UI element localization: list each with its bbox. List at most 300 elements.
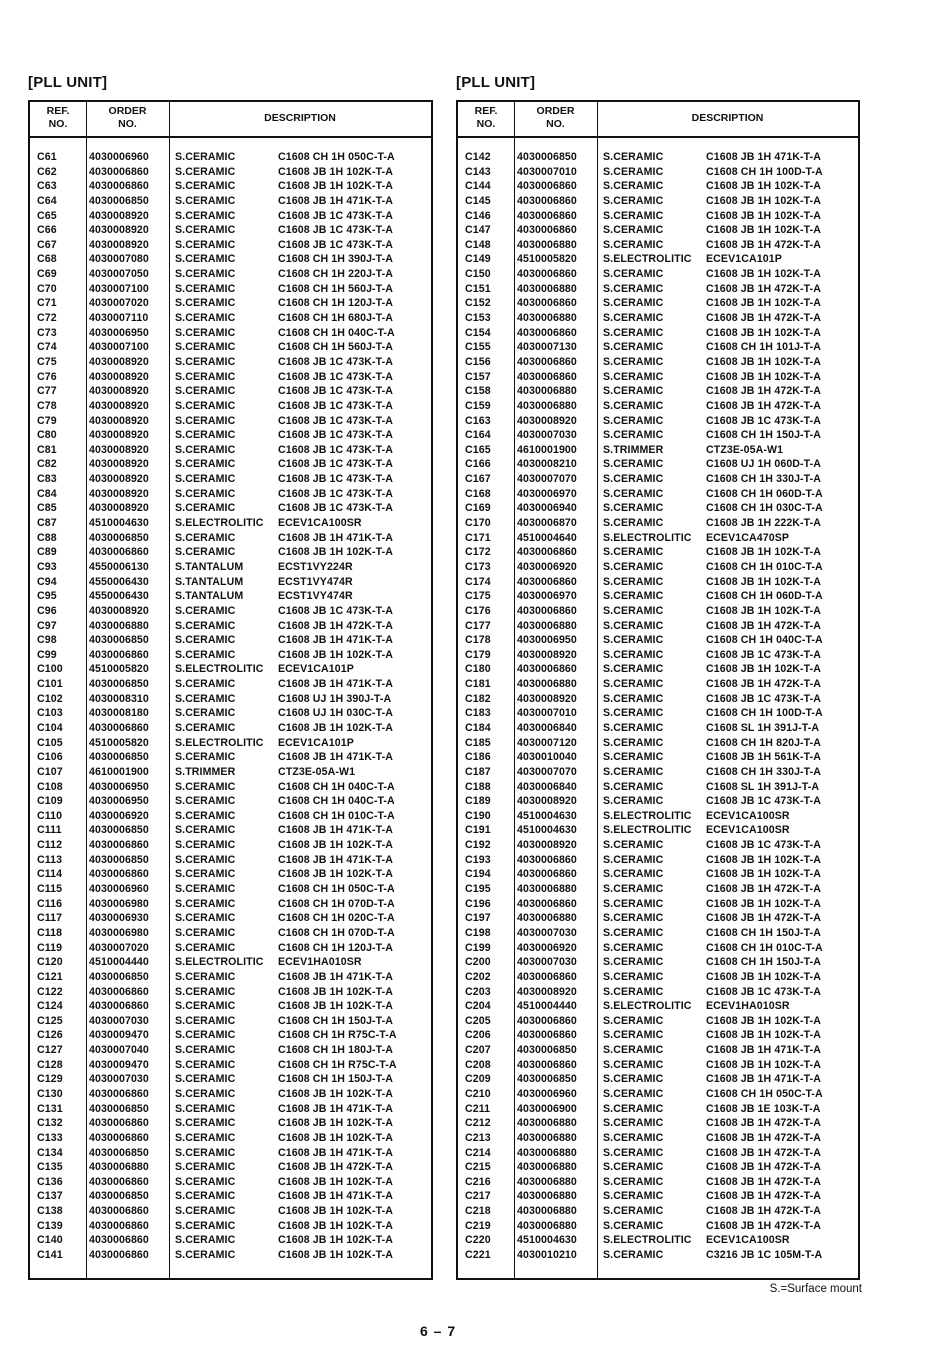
- order-no-cell: 4030006880: [517, 1190, 577, 1203]
- header-description: DESCRIPTION: [691, 112, 764, 124]
- rows-left: [30, 150, 431, 1263]
- order-no-cell: 4030006950: [517, 634, 577, 647]
- part-type-cell: S.ELECTROLITIC: [603, 253, 692, 266]
- order-no-cell: 4030006860: [517, 1058, 577, 1071]
- part-number-cell: C1608 SL 1H 391J-T-A: [706, 721, 820, 734]
- header-order-line1: ORDER: [536, 105, 575, 117]
- part-type-cell: S.CERAMIC: [603, 590, 664, 603]
- ref-no-cell: C170: [465, 517, 491, 530]
- table-row: [30, 1028, 431, 1043]
- table-row: [30, 575, 431, 590]
- section-title-left: [PLL UNIT]: [28, 74, 108, 91]
- ref-no-cell: C219: [465, 1219, 491, 1232]
- part-number-cell: C1608 JB 1H 102K-T-A: [278, 1131, 394, 1144]
- part-type-cell: S.CERAMIC: [603, 385, 664, 398]
- ref-no-cell: C156: [465, 355, 491, 368]
- order-no-cell: 4030006970: [517, 590, 577, 603]
- table-row: [458, 633, 858, 648]
- ref-no-cell: C83: [37, 473, 57, 486]
- table-row: [458, 867, 858, 882]
- table-row: [458, 399, 858, 414]
- table-row: [458, 150, 858, 165]
- part-type-cell: S.CERAMIC: [175, 912, 236, 925]
- part-type-cell: S.CERAMIC: [603, 926, 664, 939]
- ref-no-cell: C171: [465, 531, 491, 544]
- part-number-cell: ECEV1CA101P: [278, 663, 354, 676]
- order-no-cell: 4030006860: [89, 1219, 149, 1232]
- part-number-cell: C1608 CH 1H 040C-T-A: [278, 780, 395, 793]
- ref-no-cell: C187: [465, 765, 491, 778]
- part-type-cell: S.CERAMIC: [603, 692, 664, 705]
- part-type-cell: S.CERAMIC: [603, 751, 664, 764]
- table-row: [458, 941, 858, 956]
- part-type-cell: S.CERAMIC: [603, 956, 664, 969]
- order-no-cell: 4030006880: [517, 678, 577, 691]
- order-no-cell: 4030008920: [517, 692, 577, 705]
- part-number-cell: C1608 JB 1H 472K-T-A: [706, 312, 822, 325]
- ref-no-cell: C82: [37, 458, 57, 471]
- part-type-cell: S.TANTALUM: [175, 575, 244, 588]
- table-row: [458, 1233, 858, 1248]
- part-number-cell: C1608 JB 1H 471K-T-A: [706, 1073, 822, 1086]
- order-no-cell: 4510004440: [89, 956, 149, 969]
- table-row: [458, 1116, 858, 1131]
- part-type-cell: S.ELECTROLITIC: [175, 956, 264, 969]
- ref-no-cell: C102: [37, 692, 63, 705]
- ref-no-cell: C98: [37, 634, 57, 647]
- ref-no-cell: C130: [37, 1088, 63, 1100]
- part-type-cell: S.CERAMIC: [175, 194, 236, 207]
- table-row: [458, 780, 858, 795]
- part-type-cell: S.CERAMIC: [603, 517, 664, 530]
- table-row: [458, 1219, 858, 1234]
- ref-no-cell: C159: [465, 399, 491, 412]
- part-type-cell: S.CERAMIC: [175, 473, 236, 486]
- part-number-cell: C1608 JB 1H 102K-T-A: [278, 1175, 394, 1188]
- part-number-cell: C1608 JB 1H 102K-T-A: [278, 1249, 394, 1262]
- part-type-cell: S.CERAMIC: [603, 268, 664, 281]
- table-row: [458, 1028, 858, 1043]
- part-type-cell: S.CERAMIC: [603, 1219, 664, 1232]
- ref-no-cell: C97: [37, 619, 57, 632]
- order-no-cell: 4030007020: [89, 297, 149, 310]
- table-row: [30, 955, 431, 970]
- order-no-cell: 4030006860: [517, 546, 577, 559]
- order-no-cell: 4030006970: [517, 487, 577, 500]
- ref-no-cell: C221: [465, 1249, 491, 1262]
- order-no-cell: 4030006880: [517, 1161, 577, 1174]
- part-type-cell: S.CERAMIC: [603, 795, 664, 808]
- part-number-cell: C1608 JB 1H 102K-T-A: [706, 268, 822, 281]
- order-no-cell: 4030006860: [89, 1131, 149, 1144]
- order-no-cell: 4030006850: [89, 1190, 149, 1203]
- order-no-cell: 4030006860: [517, 209, 577, 222]
- table-header: [30, 102, 431, 138]
- order-no-cell: 4030006850: [517, 1044, 577, 1057]
- ref-no-cell: C117: [37, 912, 63, 925]
- order-no-cell: 4510005820: [89, 736, 149, 749]
- order-no-cell: 4030006920: [517, 560, 577, 573]
- part-number-cell: C1608 JB 1H 472K-T-A: [706, 399, 822, 412]
- order-no-cell: 4030007030: [89, 1014, 149, 1027]
- table-row: [30, 1204, 431, 1219]
- header-ref-line1: REF.: [46, 105, 70, 117]
- table-row: [458, 443, 858, 458]
- order-no-cell: 4030006880: [89, 619, 149, 632]
- part-number-cell: ECST1VY474R: [278, 575, 353, 588]
- page-number: 6 – 7: [420, 1323, 457, 1339]
- ref-no-cell: C142: [465, 151, 491, 163]
- table-row: [458, 970, 858, 985]
- table-row: [30, 970, 431, 985]
- table-row: [458, 1160, 858, 1175]
- part-type-cell: S.CERAMIC: [175, 868, 236, 881]
- ref-no-cell: C173: [465, 560, 491, 573]
- order-no-cell: 4030007030: [517, 956, 577, 969]
- table-row: [30, 1160, 431, 1175]
- ref-no-cell: C71: [37, 297, 57, 310]
- order-no-cell: 4030006860: [89, 1234, 149, 1247]
- order-no-cell: 4510004440: [517, 1000, 577, 1013]
- part-number-cell: ECEV1CA100SR: [706, 1234, 790, 1247]
- part-number-cell: C1608 CH 1H 330J-T-A: [706, 473, 822, 486]
- part-type-cell: S.CERAMIC: [175, 1044, 236, 1057]
- part-type-cell: S.CERAMIC: [603, 912, 664, 925]
- part-type-cell: S.CERAMIC: [175, 839, 236, 852]
- table-row: [458, 619, 858, 634]
- part-number-cell: C1608 JB 1H 102K-T-A: [706, 575, 822, 588]
- part-type-cell: S.CERAMIC: [175, 487, 236, 500]
- part-type-cell: S.CERAMIC: [603, 312, 664, 325]
- table-row: [458, 340, 858, 355]
- part-type-cell: S.CERAMIC: [175, 648, 236, 661]
- order-no-cell: 4510005820: [89, 663, 149, 676]
- ref-no-cell: C200: [465, 956, 491, 969]
- part-number-cell: C1608 CH 1H 180J-T-A: [278, 1044, 394, 1057]
- ref-no-cell: C87: [37, 517, 57, 530]
- part-number-cell: C1608 JB 1H 102K-T-A: [278, 985, 394, 998]
- ref-no-cell: C167: [465, 473, 491, 486]
- part-type-cell: S.CERAMIC: [603, 209, 664, 222]
- table-row: [30, 370, 431, 385]
- part-number-cell: C1608 JB 1H 561K-T-A: [706, 751, 822, 764]
- order-no-cell: 4030006850: [517, 1073, 577, 1086]
- table-row: [30, 1043, 431, 1058]
- order-no-cell: 4030006860: [517, 268, 577, 281]
- part-type-cell: S.CERAMIC: [175, 1219, 236, 1232]
- part-number-cell: C1608 JB 1H 471K-T-A: [706, 1044, 822, 1057]
- order-no-cell: 4030006860: [89, 180, 149, 193]
- order-no-cell: 4030008920: [517, 985, 577, 998]
- ref-no-cell: C196: [465, 897, 491, 910]
- ref-no-cell: C96: [37, 604, 57, 617]
- table-row: [30, 589, 431, 604]
- header-ref-no: [458, 105, 514, 131]
- order-no-cell: 4030006960: [89, 151, 149, 163]
- part-type-cell: S.ELECTROLITIC: [175, 517, 264, 530]
- table-row: [458, 414, 858, 429]
- part-type-cell: S.CERAMIC: [603, 619, 664, 632]
- part-type-cell: S.TANTALUM: [175, 560, 244, 573]
- part-number-cell: C1608 JB 1C 473K-T-A: [278, 399, 394, 412]
- table-row: [30, 457, 431, 472]
- part-number-cell: C1608 JB 1C 473K-T-A: [278, 604, 394, 617]
- ref-no-cell: C81: [37, 443, 57, 456]
- part-type-cell: S.CERAMIC: [175, 1146, 236, 1159]
- part-type-cell: S.CERAMIC: [175, 721, 236, 734]
- table-row: [458, 501, 858, 516]
- table-row: [458, 692, 858, 707]
- ref-no-cell: C143: [465, 165, 491, 178]
- part-type-cell: S.CERAMIC: [603, 355, 664, 368]
- order-no-cell: 4030006860: [517, 355, 577, 368]
- part-number-cell: C1608 JB 1H 102K-T-A: [278, 180, 394, 193]
- table-row: [30, 487, 431, 502]
- part-type-cell: S.CERAMIC: [175, 238, 236, 251]
- ref-no-cell: C77: [37, 385, 57, 398]
- table-header: [458, 102, 858, 138]
- part-type-cell: S.TRIMMER: [603, 443, 664, 456]
- table-row: [30, 677, 431, 692]
- table-row: [458, 575, 858, 590]
- ref-no-cell: C107: [37, 765, 63, 778]
- table-row: [458, 296, 858, 311]
- table-row: [30, 238, 431, 253]
- part-number-cell: C1608 CH 1H R75C-T-A: [278, 1058, 397, 1071]
- parts-table-right: [456, 100, 860, 1280]
- part-type-cell: S.CERAMIC: [175, 326, 236, 339]
- table-row: [30, 1189, 431, 1204]
- parts-table-left: [28, 100, 433, 1280]
- part-type-cell: S.CERAMIC: [603, 663, 664, 676]
- table-row: [458, 326, 858, 341]
- table-row: [458, 999, 858, 1014]
- order-no-cell: 4030008920: [517, 795, 577, 808]
- order-no-cell: 4550006130: [89, 560, 149, 573]
- table-row: [30, 165, 431, 180]
- table-row: [30, 531, 431, 546]
- table-row: [30, 780, 431, 795]
- part-type-cell: S.ELECTROLITIC: [603, 824, 692, 837]
- ref-no-cell: C136: [37, 1175, 63, 1188]
- order-no-cell: 4030007020: [89, 941, 149, 954]
- ref-no-cell: C68: [37, 253, 57, 266]
- part-number-cell: C1608 JB 1H 102K-T-A: [706, 209, 822, 222]
- part-number-cell: C1608 CH 1H 220J-T-A: [278, 268, 394, 281]
- order-no-cell: 4030006980: [89, 897, 149, 910]
- part-type-cell: S.CERAMIC: [175, 1102, 236, 1115]
- ref-no-cell: C180: [465, 663, 491, 676]
- part-number-cell: C1608 JB 1C 473K-T-A: [278, 443, 394, 456]
- ref-no-cell: C147: [465, 224, 491, 237]
- part-number-cell: ECEV1CA470SP: [706, 531, 790, 544]
- part-number-cell: C3216 JB 1C 105M-T-A: [706, 1249, 823, 1262]
- table-row: [30, 1219, 431, 1234]
- table-row: [30, 1146, 431, 1161]
- part-type-cell: S.CERAMIC: [603, 883, 664, 896]
- order-no-cell: 4030006920: [89, 809, 149, 822]
- ref-no-cell: C216: [465, 1175, 491, 1188]
- order-no-cell: 4030010040: [517, 751, 577, 764]
- ref-no-cell: C181: [465, 678, 491, 691]
- order-no-cell: 4030006980: [89, 926, 149, 939]
- order-no-cell: 4030007100: [89, 341, 149, 354]
- order-no-cell: 4030006850: [89, 970, 149, 983]
- part-type-cell: S.CERAMIC: [603, 370, 664, 383]
- order-no-cell: 4030006860: [517, 663, 577, 676]
- part-number-cell: C1608 JB 1H 102K-T-A: [278, 1205, 394, 1218]
- part-type-cell: S.CERAMIC: [603, 560, 664, 573]
- part-number-cell: C1608 CH 1H 050C-T-A: [706, 1088, 823, 1100]
- ref-no-cell: C94: [37, 575, 57, 588]
- part-type-cell: S.CERAMIC: [175, 282, 236, 295]
- table-row: [30, 867, 431, 882]
- part-number-cell: C1608 CH 1H 070D-T-A: [278, 897, 395, 910]
- table-row: [458, 677, 858, 692]
- ref-no-cell: C125: [37, 1014, 63, 1027]
- ref-no-cell: C183: [465, 707, 491, 720]
- part-type-cell: S.CERAMIC: [603, 429, 664, 442]
- footnote: S.=Surface mount: [769, 1283, 862, 1295]
- part-number-cell: C1608 JB 1C 473K-T-A: [278, 429, 394, 442]
- ref-no-cell: C154: [465, 326, 491, 339]
- ref-no-cell: C195: [465, 883, 491, 896]
- order-no-cell: 4030006960: [517, 1088, 577, 1100]
- part-type-cell: S.CERAMIC: [175, 385, 236, 398]
- part-type-cell: S.CERAMIC: [603, 1029, 664, 1042]
- order-no-cell: 4030006860: [89, 721, 149, 734]
- ref-no-cell: C220: [465, 1234, 491, 1247]
- part-type-cell: S.CERAMIC: [603, 487, 664, 500]
- part-number-cell: C1608 JB 1C 473K-T-A: [278, 385, 394, 398]
- ref-no-cell: C122: [37, 985, 63, 998]
- order-no-cell: 4030006860: [89, 546, 149, 559]
- order-no-cell: 4030006850: [89, 1146, 149, 1159]
- part-number-cell: C1608 JB 1H 472K-T-A: [706, 1146, 822, 1159]
- table-row: [458, 882, 858, 897]
- order-no-cell: 4030008920: [517, 839, 577, 852]
- ref-no-cell: C73: [37, 326, 57, 339]
- ref-no-cell: C168: [465, 487, 491, 500]
- part-number-cell: C1608 JB 1H 102K-T-A: [278, 839, 394, 852]
- order-no-cell: 4030007030: [517, 429, 577, 442]
- part-type-cell: S.CERAMIC: [175, 297, 236, 310]
- ref-no-cell: C84: [37, 487, 57, 500]
- order-no-cell: 4030006860: [89, 985, 149, 998]
- part-type-cell: S.CERAMIC: [603, 1146, 664, 1159]
- table-row: [458, 194, 858, 209]
- ref-no-cell: C72: [37, 312, 57, 325]
- part-number-cell: C1608 JB 1H 471K-T-A: [278, 531, 394, 544]
- part-number-cell: C1608 JB 1C 473K-T-A: [278, 370, 394, 383]
- part-type-cell: S.CERAMIC: [603, 839, 664, 852]
- order-no-cell: 4030010210: [517, 1249, 577, 1262]
- table-row: [30, 1131, 431, 1146]
- ref-no-cell: C113: [37, 853, 63, 866]
- part-type-cell: S.CERAMIC: [175, 268, 236, 281]
- order-no-cell: 4030008920: [89, 209, 149, 222]
- table-row: [458, 838, 858, 853]
- part-number-cell: C1608 CH 1H 120J-T-A: [278, 941, 394, 954]
- table-row: [30, 619, 431, 634]
- table-row: [458, 165, 858, 180]
- part-type-cell: S.CERAMIC: [603, 1190, 664, 1203]
- order-no-cell: 4030006860: [89, 648, 149, 661]
- part-number-cell: C1608 JB 1C 473K-T-A: [278, 355, 394, 368]
- part-number-cell: C1608 JB 1H 471K-T-A: [278, 1190, 394, 1203]
- part-type-cell: S.CERAMIC: [603, 180, 664, 193]
- ref-no-cell: C148: [465, 238, 491, 251]
- part-type-cell: S.ELECTROLITIC: [175, 736, 264, 749]
- part-type-cell: S.CERAMIC: [175, 970, 236, 983]
- order-no-cell: 4030006880: [517, 238, 577, 251]
- table-row: [30, 809, 431, 824]
- table-row: [458, 472, 858, 487]
- ref-no-cell: C152: [465, 297, 491, 310]
- table-row: [458, 706, 858, 721]
- part-type-cell: S.ELECTROLITIC: [175, 663, 264, 676]
- part-type-cell: S.CERAMIC: [175, 692, 236, 705]
- part-number-cell: C1608 JB 1H 102K-T-A: [706, 370, 822, 383]
- order-no-cell: 4030006860: [89, 1000, 149, 1013]
- ref-no-cell: C169: [465, 502, 491, 515]
- part-number-cell: C1608 JB 1H 102K-T-A: [706, 897, 822, 910]
- part-number-cell: ECEV1CA100SR: [278, 517, 362, 530]
- part-number-cell: C1608 JB 1H 102K-T-A: [706, 224, 822, 237]
- order-no-cell: 4030008920: [89, 487, 149, 500]
- table-row: [30, 941, 431, 956]
- part-type-cell: S.ELECTROLITIC: [603, 531, 692, 544]
- table-row: [30, 252, 431, 267]
- table-row: [458, 384, 858, 399]
- part-type-cell: S.CERAMIC: [175, 1073, 236, 1086]
- order-no-cell: 4610001900: [517, 443, 577, 456]
- order-no-cell: 4030007080: [89, 253, 149, 266]
- part-number-cell: C1608 JB 1C 473K-T-A: [278, 224, 394, 237]
- part-type-cell: S.CERAMIC: [175, 1190, 236, 1203]
- ref-no-cell: C95: [37, 590, 57, 603]
- ref-no-cell: C134: [37, 1146, 63, 1159]
- table-row: [30, 999, 431, 1014]
- order-no-cell: 4510004630: [517, 1234, 577, 1247]
- order-no-cell: 4030008920: [89, 385, 149, 398]
- ref-no-cell: C203: [465, 985, 491, 998]
- part-number-cell: C1608 CH 1H 060D-T-A: [706, 487, 823, 500]
- ref-no-cell: C163: [465, 414, 491, 427]
- part-number-cell: C1608 JB 1H 102K-T-A: [706, 663, 822, 676]
- part-type-cell: S.CERAMIC: [603, 341, 664, 354]
- part-type-cell: S.CERAMIC: [175, 751, 236, 764]
- table-row: [458, 1058, 858, 1073]
- ref-no-cell: C137: [37, 1190, 63, 1203]
- ref-no-cell: C202: [465, 970, 491, 983]
- part-number-cell: C1608 JB 1H 102K-T-A: [706, 970, 822, 983]
- part-type-cell: S.CERAMIC: [175, 399, 236, 412]
- header-order-no: [86, 105, 169, 131]
- part-type-cell: S.CERAMIC: [603, 765, 664, 778]
- ref-no-cell: C63: [37, 180, 57, 193]
- ref-no-cell: C140: [37, 1234, 63, 1247]
- part-number-cell: C1608 CH 1H 150J-T-A: [278, 1014, 394, 1027]
- ref-no-cell: C150: [465, 268, 491, 281]
- ref-no-cell: C191: [465, 824, 491, 837]
- table-row: [458, 721, 858, 736]
- ref-no-cell: C157: [465, 370, 491, 383]
- part-number-cell: C1608 JB 1H 102K-T-A: [278, 1219, 394, 1232]
- part-type-cell: S.CERAMIC: [175, 619, 236, 632]
- part-number-cell: C1608 JB 1C 473K-T-A: [706, 795, 822, 808]
- order-no-cell: 4030006850: [89, 853, 149, 866]
